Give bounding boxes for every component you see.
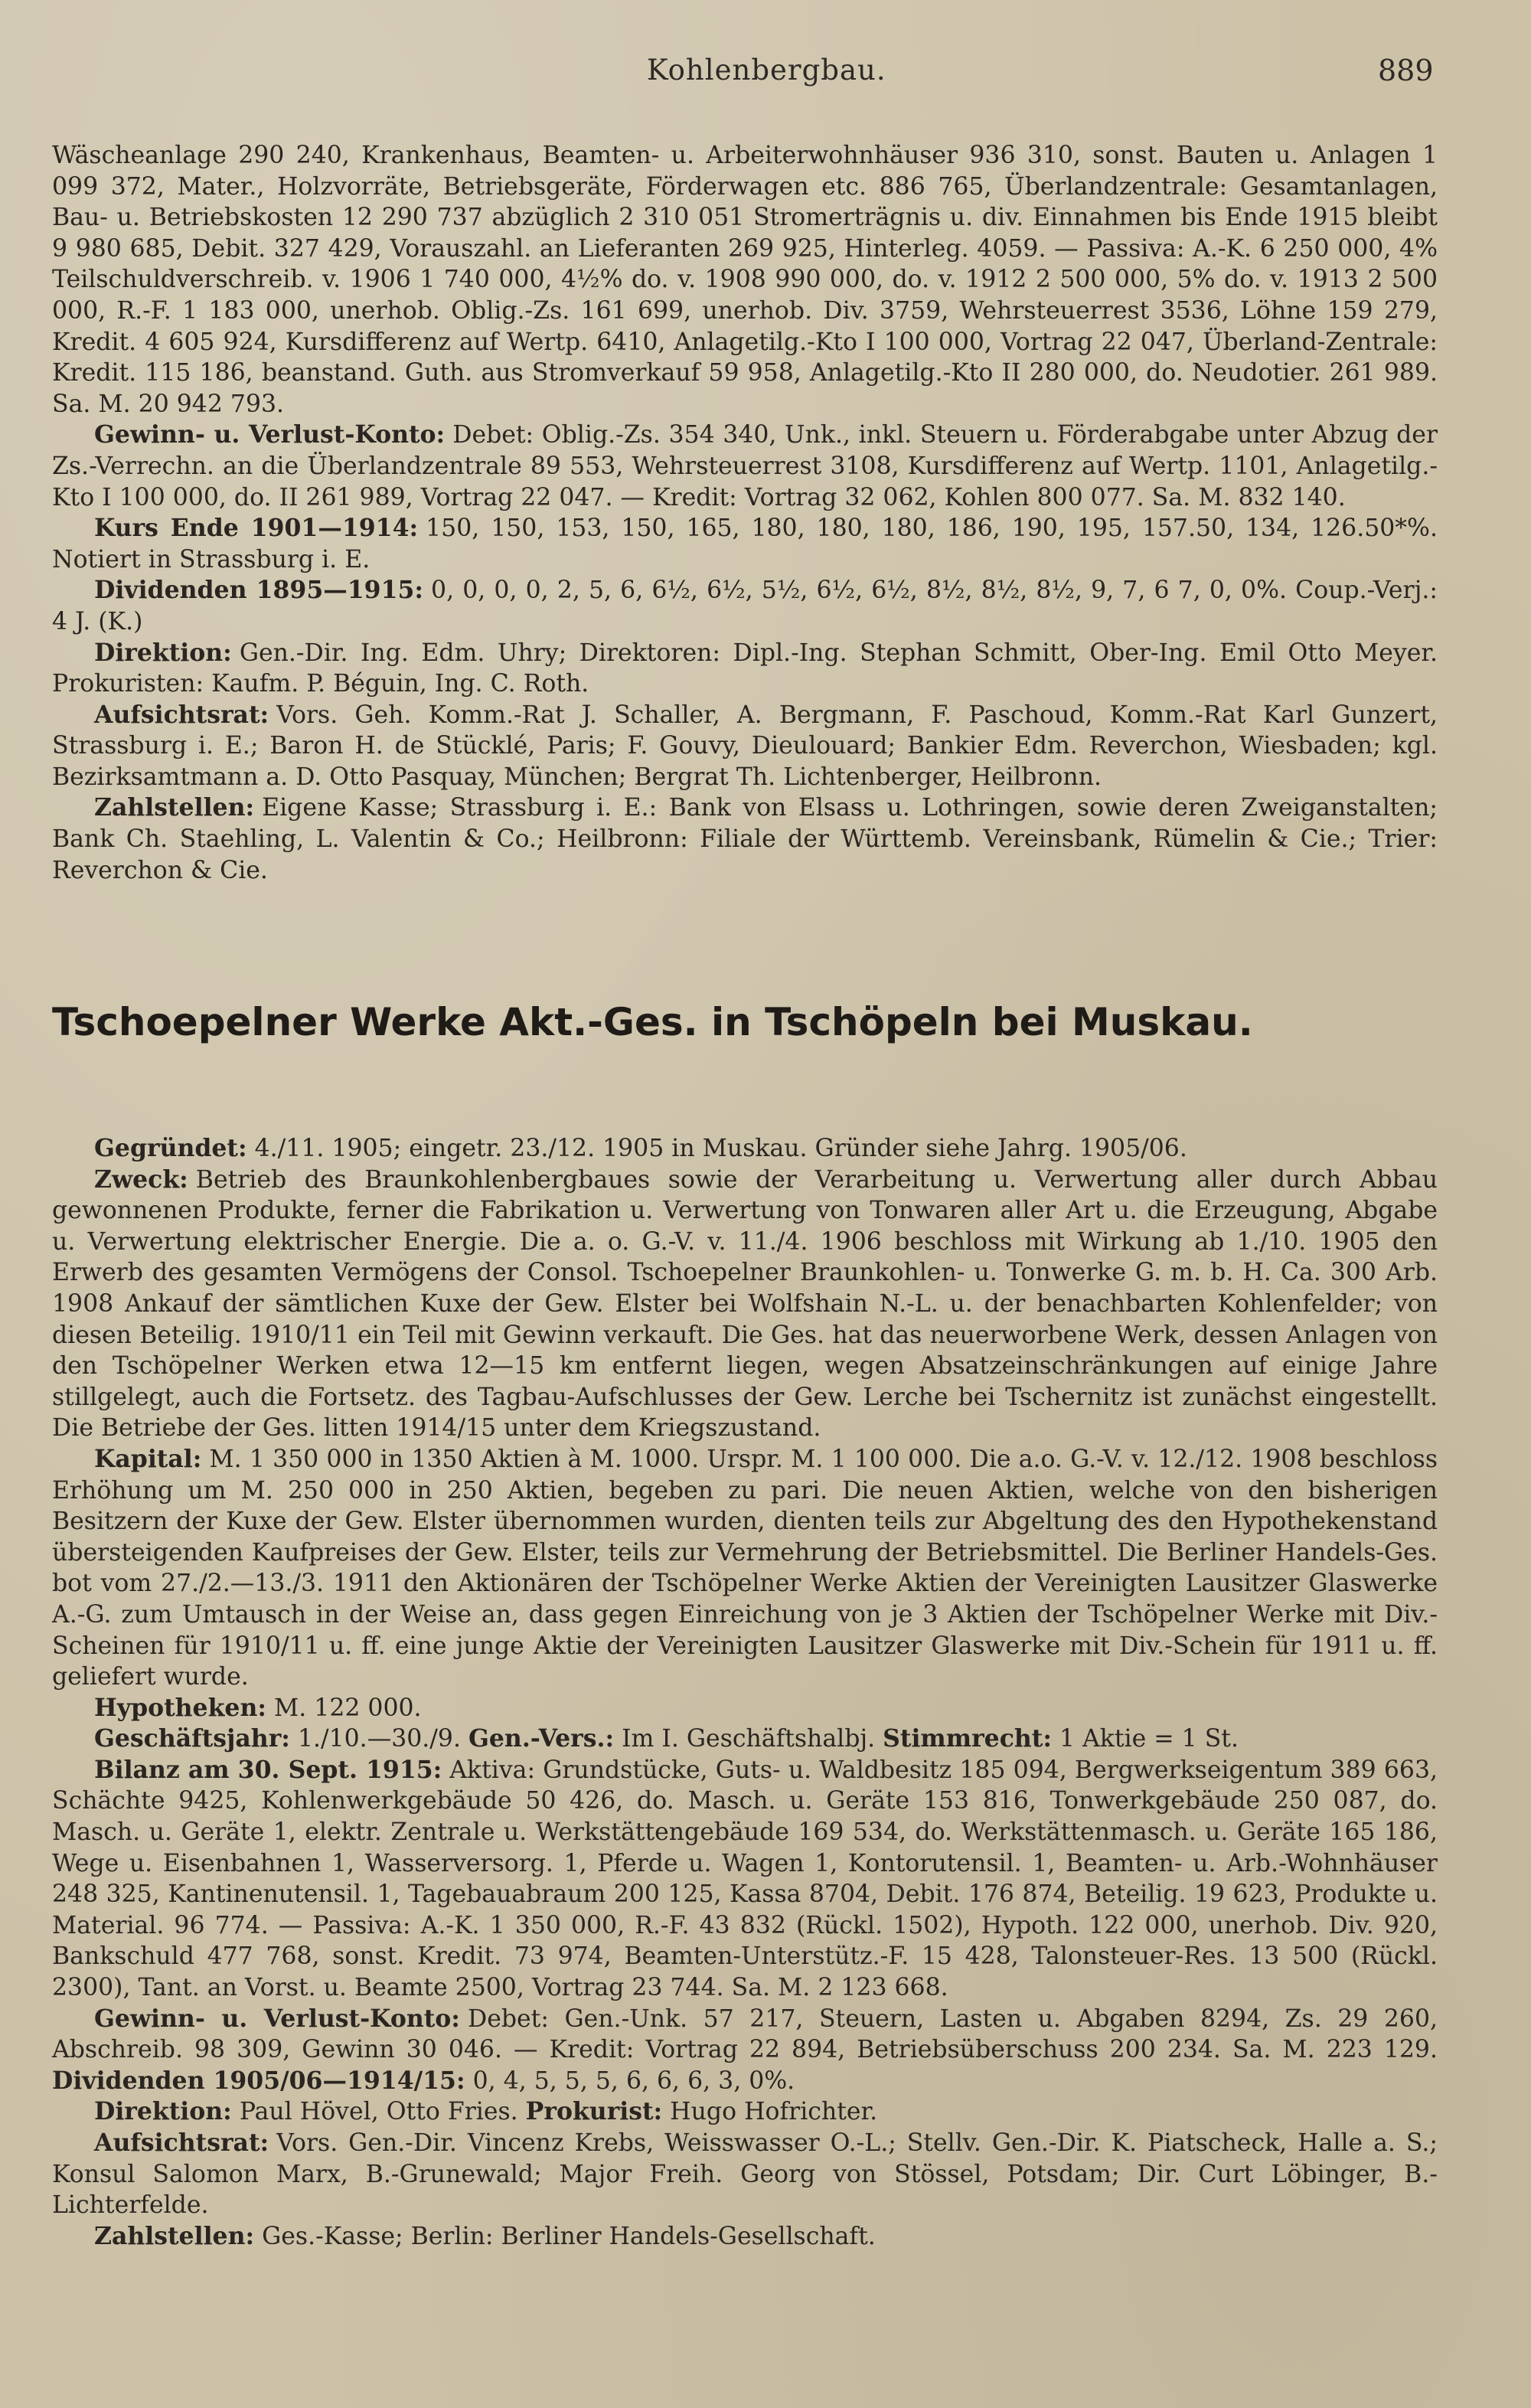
running-header [0,46,1531,92]
paying-agents: Zahlstellen: Ges.-Kasse; Berlin: Berliner Handels-Gesellschaft. [94,2221,876,2250]
paying-agents: Zahlstellen: Eigene Kasse; Strassburg i. E.: Bank von Elsass u. Lothringen, sowie deren Zweiganstalten; Bank Ch. Staehling, L. Valentin & Co.; Heilbronn: Filiale der Württemb. Vereinsbank, Rümelin & Cie.; Trier: Reverchon & Cie. [52,793,1438,884]
share-prices: Kurs Ende 1901—1914: 150, 150, 153, 150, 165, 180, 180, 180, 186, 190, 195, 157.50, 134, 126.50*%. Notiert in Strassburg i. E. [52,514,1438,573]
management: Direktion: Paul Hövel, Otto Fries. Prokurist: Hugo Hofrichter. [94,2097,878,2126]
page-number: 889 [1378,54,1434,87]
previous-company-entry [52,140,1438,886]
mortgages: Hypotheken: M. 122 000. [94,1693,422,1722]
bilanz-continued: Wäscheanlage 290 240, Krankenhaus, Beamten- u. Arbeiterwohnhäuser 936 310, sonst. Bauten u. Anlagen 1 099 372, Mater., Holzvorräte, Betriebsgeräte, Förderwagen etc. 886 765, Überlandzentrale: Gesamtanlagen, Bau- u. Betriebskosten 12 290 737 abzüglich 2 310 051 Stromerträgnis u. div. Einnahmen bis Ende 1915 bleibt 9 980 685, Debit. 327 429, Vorauszahl. an Lieferanten 269 925, Hinterleg. 4059. — Passiva: A.-K. 6 250 000, 4% Teilschuldverschreib. v. 1906 1 740 000, 4½% do. v. 1908 990 000, do. v. 1912 2 500 000, 5% do. v. 1913 2 500 000, R.-F. 1 183 000, unerhob. Oblig.-Zs. 161 699, unerhob. Div. 3759, Wehrsteuerrest 3536, Löhne 159 279, Kredit. 4 605 924, Kursdifferenz auf Wertp. 6410, Anlagetilg.-Kto I 100 000, Vortrag 22 047, Überland-Zentrale: Kredit. 115 186, beanstand. Guth. aus Stromverkauf 59 958, Anlagetilg.-Kto II 280 000, do. Neudotier. 261 989. Sa. M. 20 942 793. [52,142,1438,418]
management: Direktion: Gen.-Dir. Ing. Edm. Uhry; Direktoren: Dipl.-Ing. Stephan Schmitt, Ober-Ing. Emil Otto Meyer. Prokuristen: Kaufm. P. Béguin, Ing. C. Roth. [52,638,1438,698]
balance-sheet: Bilanz am 30. Sept. 1915: Aktiva: Grundstücke, Guts- u. Waldbesitz 185 094, Bergwerkseigentum 389 663, Schächte 9425, Kohlenwerkgebäude 50 426, do. Masch. u. Geräte 153 816, Tonwerkgebäude 250 087, do. Masch. u. Geräte 1, elektr. Zentrale u. Werkstättengebäude 169 534, do. Werkstättenmasch. u. Geräte 165 186, Wege u. Eisenbahnen 1, Wasserversorg. 1, Pferde u. Wagen 1, Kontorutensil. 1, Beamten- u. Arb.-Wohnhäuser 248 325, Kantinenutensil. 1, Tagebauabraum 200 125, Kassa 8704, Debit. 176 874, Beteilig. 19 623, Produkte u. Material. 96 774. — Passiva: A.-K. 1 350 000, R.-F. 43 832 (Rückl. 1502), Hypoth. 122 000, unerhob. Div. 920, Bankschuld 477 768, sonst. Kredit. 73 974, Beamten-Unterstütz.-F. 15 428, Talonsteuer-Res. 13 500 (Rückl. 2300), Tant. an Vorst. u. Beamte 2500, Vortrag 23 744. Sa. M. 2 123 668. [52,1755,1438,2002]
profit-loss-account: Gewinn- u. Verlust-Konto: Debet: Gen.-Unk. 57 217, Steuern, Lasten u. Abgaben 8294, Zs. 29 260, Abschreib. 98 309, Gewinn 30 046. — Kredit: Vortrag 22 894, Betriebsüberschuss 200 234. Sa. M. 223 129. Dividenden 1905/06—1914/15: 0, 4, 5, 5, 5, 6, 6, 6, 3, 0%. [52,2004,1438,2095]
company-title: Tschoepelner Werke Akt.-Ges. in Tschöpeln bei Muskau. [52,1000,1253,1044]
supervisory-board: Aufsichtsrat: Vors. Geh. Komm.-Rat J. Schaller, A. Bergmann, F. Paschoud, Komm.-Rat Karl Gunzert, Strassburg i. E.; Baron H. de Stücklé, Paris; F. Gouvy, Dieulouard; Bankier Edm. Reverchon, Wiesbaden; kgl. Bezirksamtmann a. D. Otto Pasquay, München; Bergrat Th. Lichtenberger, Heilbronn. [52,700,1438,791]
company-entry [52,1133,1438,2252]
header-title: Kohlenbergbau. [647,54,886,87]
dividends: Dividenden 1895—1915: 0, 0, 0, 0, 2, 5, 6, 6½, 6½, 5½, 6½, 6½, 8½, 8½, 8½, 9, 7, 6 7, 0, 0%. Coup.-Verj.: 4 J. (K.) [52,576,1438,635]
founded: Gegründet: 4./11. 1905; eingetr. 23./12. 1905 in Muskau. Gründer siehe Jahrg. 1905/06. [94,1134,1187,1162]
profit-loss-account: Gewinn- u. Verlust-Konto: Debet: Oblig.-Zs. 354 340, Unk., inkl. Steuern u. Förderabgabe unter Abzug der Zs.-Verrechn. an die Überlandzentrale 89 553, Wehrsteuerrest 3108, Kursdifferenz auf Wertp. 1101, Anlagetilg.-Kto I 100 000, do. II 261 989, Vortrag 22 047. — Kredit: Vortrag 32 062, Kohlen 800 077. Sa. M. 832 140. [52,420,1438,511]
supervisory-board: Aufsichtsrat: Vors. Gen.-Dir. Vincenz Krebs, Weisswasser O.-L.; Stellv. Gen.-Dir. K. Piatscheck, Halle a. S.; Konsul Salomon Marx, B.-Grunewald; Major Freih. Georg von Stössel, Potsdam; Dir. Curt Löbinger, B.-Lichterfelde. [52,2129,1438,2220]
purpose: Zweck: Betrieb des Braunkohlenbergbaues sowie der Verarbeitung u. Verwertung aller durch Abbau gewonnenen Produkte, ferner die Fabrikation u. Verwertung von Tonwaren aller Art u. die Erzeugung, Abgabe u. Verwertung elektrischer Energie. Die a. o. G.-V. v. 11./4. 1906 beschloss mit Wirkung ab 1./10. 1905 den Erwerb des gesamten Vermögens der Consol. Tschoepelner Braunkohlen- u. Tonwerke G. m. b. H. Ca. 300 Arb. 1908 Ankauf der sämtlichen Kuxe der Gew. Elster bei Wolfshain N.-L. u. der benachbarten Kohlenfelder; von diesen Beteilig. 1910/11 ein Teil mit Gewinn verkauft. Die Ges. hat das neuerworbene Werk, dessen Anlagen von den Tschöpelner Werken etwa 12—15 km entfernt liegen, wegen Absatzeinschränkungen auf einige Jahre stillgelegt, auch die Fortsetz. des Tagbau-Aufschlusses der Gew. Lerche bei Tschernitz ist zunächst eingestellt. Die Betriebe der Ges. litten 1914/15 unter dem Kriegszustand. [52,1165,1438,1443]
fiscal-year: Geschäftsjahr: 1./10.—30./9. Gen.-Vers.: Im I. Geschäftshalbj. Stimmrecht: 1 Aktie = 1 St. [94,1724,1239,1753]
capital: Kapital: M. 1 350 000 in 1350 Aktien à M. 1000. Urspr. M. 1 100 000. Die a.o. G.-V. v. 12./12. 1908 beschloss Erhöhung um M. 250 000 in 250 Aktien, begeben zu pari. Die neuen Aktien, welche von den bisherigen Besitzern der Kuxe der Gew. Elster übernommen wurden, dienten teils zur Abgeltung des den Hypothekenstand übersteigenden Kaufpreises der Gew. Elster, teils zur Vermehrung der Betriebsmittel. Die Berliner Handels-Ges. bot vom 27./2.—13./3. 1911 den Aktionären der Tschöpelner Werke Aktien der Vereinigten Lausitzer Glaswerke A.-G. zum Umtausch in der Weise an, dass gegen Einreichung von je 3 Aktien der Tschöpelner Werke mit Div.-Scheinen für 1910/11 u. ff. eine junge Aktie der Vereinigten Lausitzer Glaswerke mit Div.-Schein für 1911 u. ff. geliefert wurde. [52,1444,1438,1691]
